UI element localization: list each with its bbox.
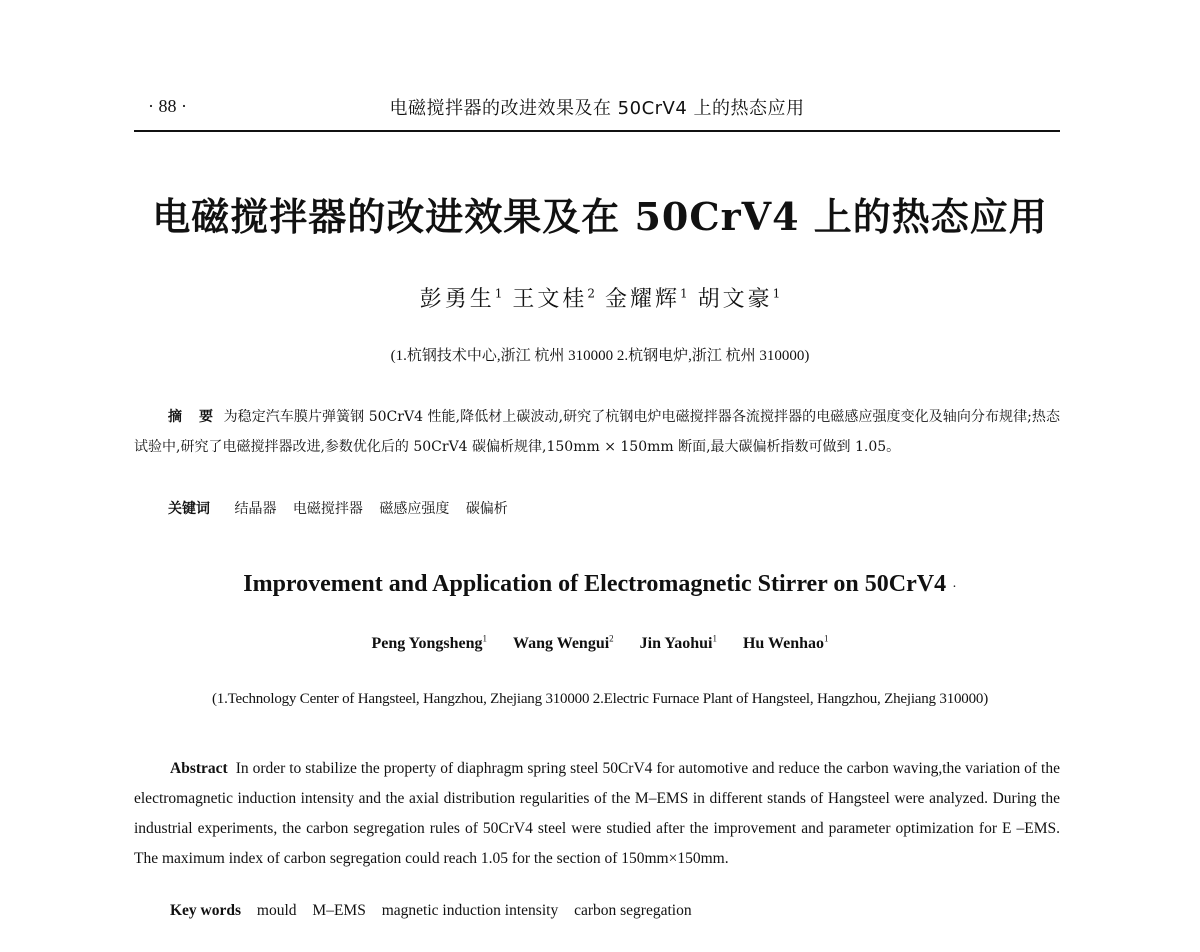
keywords-en-label: Key words: [170, 902, 242, 919]
header-rule: [134, 130, 1060, 132]
title-en-mark: ·: [952, 580, 957, 595]
author-en: Peng Yongsheng$^1$: [371, 634, 487, 653]
title-english: [0, 571, 1200, 598]
author-cn: 王文桂$^2$: [512, 286, 595, 312]
keywords-english: [170, 902, 1060, 920]
authors-english: [0, 634, 1200, 653]
author-cn: 胡文豪$^1$: [697, 286, 781, 312]
keywords-chinese: [168, 498, 1060, 518]
title-en-text: Improvement and Application of Electromagnetic Stirrer on 50CrV4: [243, 571, 947, 597]
keyword-en: magnetic induction intensity: [381, 902, 559, 919]
author-cn: 金耀辉$^1$: [605, 286, 688, 312]
abstract-english: [134, 754, 1060, 874]
keyword-cn: 电磁搅拌器: [292, 501, 363, 517]
affiliations-english: (1.Technology Center of Hangsteel, Hangzhou, Zhejiang 310000 2.Electric Furnace Plant of Hangsteel, Hangzhou, Zhejiang 310000): [211, 691, 989, 707]
keyword-cn: 磁感应强度: [379, 501, 450, 517]
keyword-en: M–EMS: [312, 902, 366, 919]
page-number: · 88 ·: [148, 96, 187, 116]
abstract-cn-text: 为稳定汽车膜片弹簧钢 50CrV4 性能,降低材上碳波动,研究了杭钢电炉电磁搅拌器各流搅拌器的电磁感应强度变化及轴向分布规律;热态试验中,研究了电磁搅拌器改进,参数优化后的 50CrV4 碳偏析规律,150mm × 150mm 断面,最大碳偏析指数可做到 1.05。: [134, 409, 1060, 455]
abstract-en-label: Abstract: [170, 760, 228, 777]
keyword-en: carbon segregation: [574, 902, 692, 919]
abstract-en-text: In order to stabilize the property of diaphragm spring steel 50CrV4 for automotive and reduce the carbon waving,the variation of the electromagnetic induction intensity and the axial distribution regularities of the M–EMS in different stands of Hangsteel were analyzed. During the industrial experiments, the carbon segregation rules of 50CrV4 steel were studied after the improvement and parameter optimization for E –EMS. The maximum index of carbon segregation could reach 1.05 for the section of 150mm×150mm.: [134, 760, 1060, 867]
author-cn: 彭勇生$^1$: [419, 286, 503, 312]
keyword-cn: 碳偏析: [465, 501, 508, 517]
abstract-chinese: [134, 402, 1060, 462]
abstract-cn-label: 摘 要: [168, 409, 220, 425]
author-en: Wang Wengui$^2$: [512, 634, 614, 653]
keyword-en: mould: [256, 902, 297, 919]
running-title: 电磁搅拌器的改进效果及在 50CrV4 上的热态应用: [389, 98, 805, 119]
affiliations-chinese: (1.杭钢技术中心,浙江 杭州 310000 2.杭钢电炉,浙江 杭州 310000): [390, 348, 810, 364]
keywords-cn-label: 关键词: [168, 501, 210, 517]
keyword-cn: 结晶器: [234, 501, 277, 517]
author-en: Jin Yaohui$^1$: [639, 634, 717, 653]
authors-chinese: [0, 282, 1200, 313]
running-header: [134, 92, 1060, 122]
author-en: Hu Wenhao$^1$: [742, 634, 829, 653]
title-chinese: 电磁搅拌器的改进效果及在 50CrV4 上的热态应用: [152, 194, 1048, 239]
